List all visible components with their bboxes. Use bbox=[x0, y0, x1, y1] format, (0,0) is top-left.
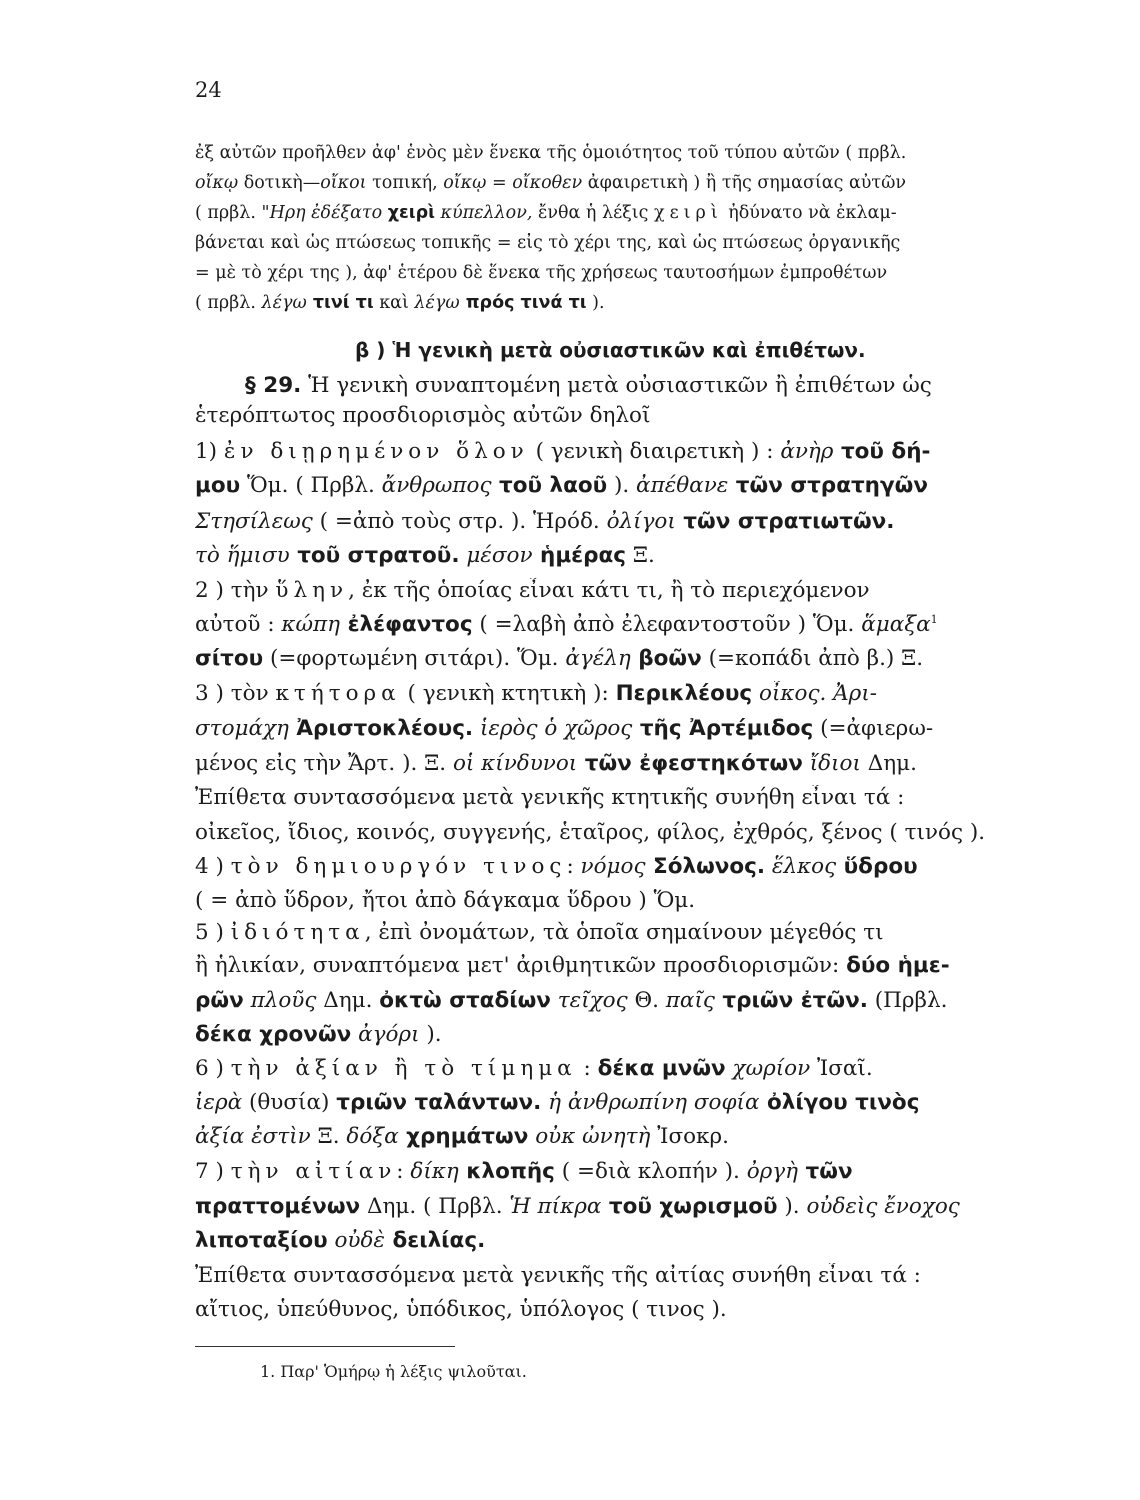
body-line-03 bbox=[195, 439, 1045, 464]
body-line-23 bbox=[195, 1124, 1045, 1149]
body-line-02 bbox=[195, 403, 1045, 428]
text-run: ἱερὸς ὁ χῶρος bbox=[473, 716, 633, 741]
text-run: οὐδὲ bbox=[327, 1228, 385, 1253]
text-run: (=ἀφιερω- bbox=[813, 716, 934, 741]
text-run: παῖς bbox=[665, 988, 715, 1013]
text-run: τῶν ἐφεστηκότων bbox=[577, 751, 803, 776]
text-run: οὐδεὶς ἔνοχος bbox=[806, 1194, 960, 1219]
text-run: πλοῦς bbox=[243, 988, 317, 1013]
text-run: καὶ bbox=[373, 293, 415, 313]
body-line-04 bbox=[195, 473, 1045, 498]
page-number: 24 bbox=[195, 78, 222, 102]
body-line-15 bbox=[195, 854, 1045, 879]
body-line-09 bbox=[195, 646, 1045, 671]
text-run: βοῶν bbox=[630, 646, 702, 671]
text-run: ( πρβλ. bbox=[195, 293, 262, 313]
body-line-25 bbox=[195, 1194, 1045, 1219]
text-run: αὐτοῦ : bbox=[195, 612, 282, 637]
text-run: τοῦ χωρισμοῦ bbox=[601, 1194, 778, 1219]
footnote-rule bbox=[195, 1346, 455, 1347]
text-run: τεῖχος bbox=[550, 988, 628, 1013]
text-run: αἴτιος, ὑπεύθυνος, ὑπόδικος, ὑπόλογος ( τινος ). bbox=[195, 1297, 727, 1322]
body-line-24 bbox=[195, 1159, 1045, 1184]
text-run: ὀλίγου τινὸς bbox=[759, 1090, 920, 1115]
text-run: ἐλέφαντος bbox=[340, 612, 473, 637]
intro-line-2 bbox=[195, 173, 1045, 193]
text-run: 6 ) bbox=[195, 1056, 231, 1081]
text-run: ( γενικὴ διαιρετικὴ ) : bbox=[528, 439, 781, 464]
text-run: δειλίας. bbox=[384, 1228, 486, 1253]
text-run: σίτου bbox=[195, 646, 264, 671]
body-line-19 bbox=[195, 988, 1045, 1013]
text-run: ὀργὴ bbox=[746, 1159, 799, 1184]
text-run: 2 ) τὴν bbox=[195, 578, 276, 603]
text-run: Ἐπίθετα συντασσόμενα μετὰ γενικῆς κτητικῆς συνήθη εἶναι τά : bbox=[195, 785, 905, 810]
text-run: πραττομένων bbox=[195, 1194, 361, 1219]
text-run: Δημ. bbox=[316, 988, 380, 1013]
body-line-26 bbox=[195, 1228, 1045, 1253]
footnote: 1. Παρ' Ὁμήρῳ ἡ λέξις ψιλοῦται. bbox=[260, 1362, 527, 1381]
text-run: ( πρβλ. bbox=[195, 203, 262, 223]
body-line-28 bbox=[195, 1297, 1045, 1322]
text-run: , ἐπὶ ὀνομάτων, τὰ ὁποῖα σημαίνουν μέγεθός τι bbox=[364, 920, 884, 945]
text-run: δέκα χρονῶν bbox=[195, 1022, 352, 1047]
body-line-14 bbox=[195, 820, 1045, 845]
text-run: 1) bbox=[195, 439, 224, 464]
text-run: 5 ) bbox=[195, 920, 231, 945]
text-run: Ἡ γενικὴ συναπτομένη μετὰ οὐσιαστικῶν ἢ ἐπιθέτων ὡς bbox=[301, 373, 932, 398]
text-run: ( =λαβὴ ἀπὸ ἐλεφαντοστοῦν ) Ὅμ. bbox=[472, 612, 862, 637]
text-run: μέσον bbox=[459, 543, 533, 568]
body-line-01 bbox=[245, 373, 1045, 398]
text-run: ἕλκος bbox=[765, 854, 837, 879]
text-run: Ἀριστοκλέους. bbox=[288, 716, 474, 741]
text-run: ὀλίγοι bbox=[606, 509, 676, 534]
body-line-06 bbox=[195, 543, 1045, 568]
intro-line-5 bbox=[195, 263, 1045, 283]
intro-line-4 bbox=[195, 233, 1045, 253]
text-run: 4 ) bbox=[195, 854, 231, 879]
text-run: ὀκτὼ σταδίων bbox=[379, 988, 551, 1013]
text-run: ὕλην bbox=[275, 578, 349, 603]
text-run: ρῶν bbox=[195, 988, 244, 1013]
text-run: ἴδιοι bbox=[802, 751, 861, 776]
text-run: χειρὶ bbox=[387, 203, 435, 223]
text-run: λέγω bbox=[261, 293, 307, 313]
text-run: Ἐπίθετα συντασσόμενα μετὰ γενικῆς τῆς αἰτίας συνήθη εἶναι τά : bbox=[195, 1263, 921, 1288]
text-run: Δημ. ( Πρβλ. bbox=[360, 1194, 510, 1219]
text-run: λιποταξίου bbox=[195, 1228, 328, 1253]
text-run: τὴν αἰτίαν bbox=[230, 1159, 397, 1184]
text-run: Ξ. bbox=[626, 543, 655, 568]
text-run: οἰκεῖος, ἴδιος, κοινός, συγγενής, ἑταῖρος, φίλος, ἐχθρός, ξένος ( τινός ). bbox=[195, 820, 986, 845]
body-line-27 bbox=[195, 1263, 1045, 1288]
text-run: ἀνὴρ bbox=[780, 439, 834, 464]
text-run: : bbox=[566, 854, 581, 879]
text-run: , ἐκ τῆς ὁποίας εἶναι κάτι τι, ἢ τὸ περιεχόμενον bbox=[348, 578, 870, 603]
text-run: τριῶν ἐτῶν. bbox=[714, 988, 868, 1013]
text-run: τοῦ στρατοῦ. bbox=[289, 543, 460, 568]
text-run: χωρίον bbox=[725, 1056, 811, 1081]
text-run: Σόλωνος. bbox=[645, 854, 766, 879]
text-run: : bbox=[396, 1159, 411, 1184]
text-run: Στησίλεως bbox=[195, 509, 313, 534]
text-run: ἡμέρας bbox=[532, 543, 627, 568]
body-line-20 bbox=[195, 1022, 1045, 1047]
body-line-11 bbox=[195, 716, 1045, 741]
text-run: Ὅμ. ( Πρβλ. bbox=[240, 473, 382, 498]
text-run: τὸν δημιουργόν τινος bbox=[230, 854, 567, 879]
text-run: μου bbox=[195, 473, 241, 498]
text-run: τῶν στρατιωτῶν. bbox=[675, 509, 895, 534]
text-run: ). bbox=[777, 1194, 807, 1219]
body-line-10 bbox=[195, 681, 1045, 706]
body-line-07 bbox=[195, 578, 1045, 603]
text-run: τινί τι bbox=[306, 293, 374, 313]
text-run: ( =ἀπὸ τοὺς στρ. ). Ἡρόδ. bbox=[312, 509, 607, 534]
body-line-17 bbox=[195, 920, 1045, 945]
text-run: οὐκ ὠνητὴ bbox=[528, 1124, 651, 1149]
text-run: ἀξία ἐστὶν bbox=[195, 1124, 311, 1149]
body-line-13 bbox=[195, 785, 1045, 810]
text-run: ἢ ἡλικίαν, συναπτόμενα μετ' ἀριθμητικῶν προσδιορισμῶν: bbox=[195, 953, 847, 978]
body-line-18 bbox=[195, 953, 1045, 978]
text-run: κώπη bbox=[281, 612, 341, 637]
text-run: οἱ κίνδυνοι bbox=[452, 751, 578, 776]
text-run: Δημ. bbox=[860, 751, 917, 776]
text-run: ἐν διῃρημένον ὅλον bbox=[223, 439, 529, 464]
text-run: ὕδρου bbox=[836, 854, 918, 879]
text-run: "Ηρη ἐδέξατο bbox=[261, 203, 388, 223]
text-run: ἠδύνατο νὰ ἐκλαμ- bbox=[722, 203, 897, 223]
text-run: = μὲ τὸ χέρι της ), ἀφ' ἑτέρου δὲ ἕνεκα τῆς χρήσεως ταυτοσήμων ἐμπροθέτων bbox=[195, 263, 888, 283]
text-run: ( = ἀπὸ ὕδρον, ἤτοι ἀπὸ δάγκαμα ὕδρου ) Ὅμ. bbox=[195, 888, 696, 913]
text-run: ἡ ἀνθρωπίνη σοφία bbox=[541, 1090, 760, 1115]
text-run: δίκη bbox=[410, 1159, 459, 1184]
text-run: στομάχη bbox=[195, 716, 289, 741]
text-run: (=φορτωμένη σιτάρι). Ὅμ. bbox=[263, 646, 566, 671]
text-run: Ἰσοκρ. bbox=[650, 1124, 729, 1149]
body-line-16 bbox=[195, 888, 1045, 913]
text-run: 1 bbox=[930, 612, 938, 626]
text-run: ἀγέλη bbox=[565, 646, 631, 671]
text-run: πρός τινά τι bbox=[459, 293, 587, 313]
text-run: τριῶν ταλάντων. bbox=[336, 1090, 542, 1115]
text-run: ). bbox=[586, 293, 605, 313]
text-run: ). bbox=[607, 473, 637, 498]
text-run: ἰδιότητα bbox=[230, 920, 365, 945]
text-run: ἀφαιρετικὴ ) ἢ τῆς σημασίας αὐτῶν bbox=[582, 173, 907, 193]
text-run: = bbox=[486, 173, 513, 193]
text-run: κτήτορα bbox=[275, 681, 401, 706]
text-run: δοτικὴ— bbox=[238, 173, 321, 193]
text-run: οἴκῳ bbox=[443, 173, 487, 193]
text-run: 7 ) bbox=[195, 1159, 231, 1184]
text-run: ἅμαξα bbox=[861, 612, 931, 637]
text-run: ἱερὰ bbox=[195, 1090, 243, 1115]
text-run: 3 ) τὸν bbox=[195, 681, 276, 706]
text-run: Ξ. bbox=[310, 1124, 347, 1149]
text-run: χειρὶ bbox=[654, 203, 723, 223]
text-run: δόξα bbox=[346, 1124, 399, 1149]
text-run: ἔνθα ἡ λέξις bbox=[532, 203, 654, 223]
text-run: § 29. bbox=[245, 373, 302, 398]
body-line-08 bbox=[195, 612, 1045, 637]
text-run: Περικλέους bbox=[615, 681, 753, 706]
text-run: ). bbox=[419, 1022, 442, 1047]
text-run: τῶν bbox=[798, 1159, 853, 1184]
text-run: : bbox=[576, 1056, 598, 1081]
text-run: ( =διὰ κλοπήν ). bbox=[554, 1159, 747, 1184]
text-run: Ἰσαῖ. bbox=[810, 1056, 873, 1081]
text-run: (=κοπάδι ἀπὸ β.) Ξ. bbox=[701, 646, 924, 671]
body-line-12 bbox=[195, 751, 1045, 776]
text-run: βάνεται καὶ ὡς πτώσεως τοπικῆς = εἰς τὸ χέρι της, καὶ ὡς πτώσεως ὀργανικῆς bbox=[195, 233, 901, 253]
body-line-05 bbox=[195, 509, 1045, 534]
text-run: χρημάτων bbox=[398, 1124, 529, 1149]
text-run: οἴκῳ bbox=[195, 173, 239, 193]
intro-line-3 bbox=[195, 203, 1045, 223]
intro-line-6 bbox=[195, 293, 1045, 313]
text-run: κλοπῆς bbox=[458, 1159, 555, 1184]
text-run: τοῦ δή- bbox=[833, 439, 931, 464]
text-run: δέκα μνῶν bbox=[597, 1056, 726, 1081]
text-run: ( γενικὴ κτητικὴ ): bbox=[400, 681, 616, 706]
text-run: μένος εἰς τὴν Ἄρτ. ). Ξ. bbox=[195, 751, 453, 776]
body-line-22 bbox=[195, 1090, 1045, 1115]
text-run: οἴκοι bbox=[320, 173, 367, 193]
text-run: τοπική, bbox=[366, 173, 444, 193]
text-run: τὴν ἀξίαν ἢ τὸ τίμημα bbox=[230, 1056, 577, 1081]
text-run: οἴκοθεν bbox=[512, 173, 583, 193]
text-run: (θυσία) bbox=[242, 1090, 337, 1115]
body-line-21 bbox=[195, 1056, 1045, 1081]
text-run: λέγω bbox=[414, 293, 460, 313]
text-run: (Πρβλ. bbox=[867, 988, 948, 1013]
intro-line-1 bbox=[195, 143, 1045, 163]
text-run: δύο ἡμε- bbox=[846, 953, 950, 978]
text-run: τὸ ἥμισυ bbox=[195, 543, 290, 568]
text-run: ἑτερόπτωτος προσδιορισμὸς αὐτῶν δηλοῖ bbox=[195, 403, 651, 428]
text-run: ἐξ αὐτῶν προῆλθεν ἀφ' ἑνὸς μὲν ἕνεκα τῆς ὁμοιότητος τοῦ τύπου αὐτῶν ( πρβλ. bbox=[195, 143, 907, 163]
section-heading: β ) Ἡ γενικὴ μετὰ οὐσιαστικῶν καὶ ἐπιθέτων. bbox=[355, 338, 866, 362]
text-run: Θ. bbox=[627, 988, 666, 1013]
text-run: τῆς Ἀρτέμιδος bbox=[632, 716, 814, 741]
text-run: κύπελλον, bbox=[434, 203, 533, 223]
text-run: νόμος bbox=[580, 854, 646, 879]
text-run: ἀγόρι bbox=[351, 1022, 420, 1047]
text-run: τῶν στρατηγῶν bbox=[728, 473, 928, 498]
text-run: τοῦ λαοῦ bbox=[491, 473, 608, 498]
text-run: οἶκος. Ἀρι- bbox=[752, 681, 878, 706]
text-run: Ἡ πίκρα bbox=[509, 1194, 602, 1219]
text-run: ἄνθρωπος bbox=[381, 473, 492, 498]
text-run: ἀπέθανε bbox=[636, 473, 729, 498]
